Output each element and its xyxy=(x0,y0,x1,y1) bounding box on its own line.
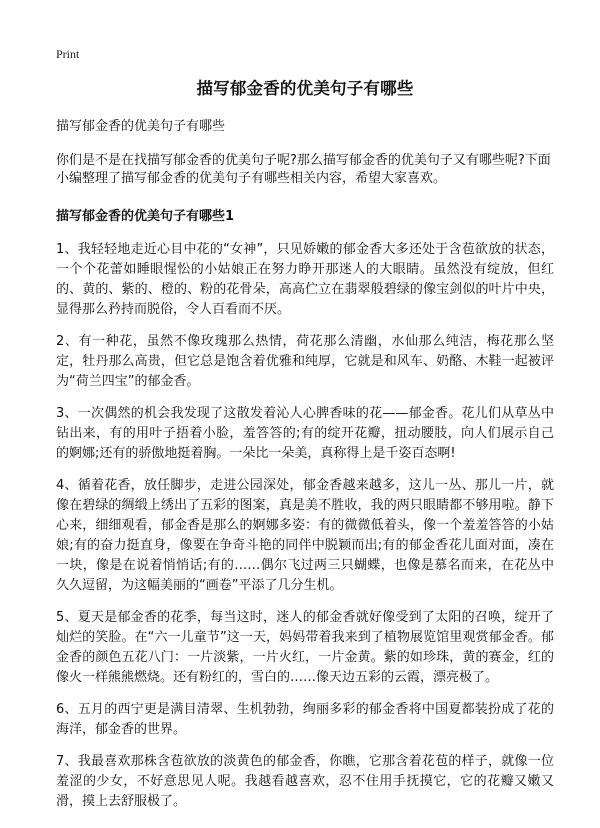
paragraph-1: 1、我轻轻地走近心目中花的“女神”，只见娇嫩的郁金香大多还处于含苞欲放的状态，一个个花蕾如睡眼惺忪的小姑娘正在努力睁开那迷人的大眼睛。虽然没有绽放，但红的、黄的、紫的、橙的、粉的花骨朵，高高伫立在翡翠般碧绿的像宝剑似的叶片中央，显得那么矜持而脱俗，令人百看而不厌。 xyxy=(56,242,554,317)
document-title: 描写郁金香的优美句子有哪些 xyxy=(196,79,414,98)
paragraph-4: 4、循着花香，放任脚步，走进公园深处，郁金香越来越多，这儿一丛、那儿一片，就像在碧绿的绸缎上绣出了五彩的图案，真是美不胜收，我的两只眼睛都不够用啦。静下心来，细细观看，郁金香是那么的婀娜多姿：有的微微低着头，像一个羞羞答答的小姑娘;有的奋力挺直身，像要在争奇斗艳的同伴中脱颖而出;有的郁金香花儿面对面，凑在一块，像是在说着悄悄话;有的……偶尔飞过两三只蝴蝶，也像是慕名而来，在花丛中久久逗留，为这幅美丽的“画卷”平添了几分生机。 xyxy=(56,478,554,593)
paragraph-3: 3、一次偶然的机会我发现了这散发着沁人心脾香味的花——郁金香。花儿们从草丛中钻出来，有的用叶子捂着小脸，羞答答的;有的绽开花瓣，扭动腰肢，向人们展示自己的婀娜;还有的骄傲地挺着胸。一朵比一朵美，真称得上是千姿百态啊! xyxy=(56,406,554,461)
paragraph-7: 7、我最喜欢那株含苞欲放的淡黄色的郁金香，你瞧，它那含着花苞的样子，就像一位羞涩的少女，不好意思见人呢。我越看越喜欢，忍不住用手抚摸它，它的花瓣又嫩又滑，摸上去舒服极了。 xyxy=(56,754,554,809)
section-heading: 描写郁金香的优美句子有哪些1 xyxy=(56,209,235,224)
print-link[interactable]: Print xyxy=(56,47,80,61)
paragraph-2: 2、有一种花，虽然不像玫瑰那么热情，荷花那么清幽，水仙那么纯洁，梅花那么坚定，牡丹那么高贵，但它总是饱含着优雅和纯厚，它就是和风车、奶酪、木鞋一起被评为“荷兰四宝”的郁金香。 xyxy=(56,334,554,389)
paragraph-5: 5、夏天是郁金香的花季，每当这时，迷人的郁金香就好像受到了太阳的召唤，绽开了灿烂的笑脸。在“六一儿童节”这一天，妈妈带着我来到了植物展览馆里观赏郁金香。郁金香的颜色五花八门：一片淡紫，一片火红，一片金黄。紫的如珍珠，黄的赛金，红的像火一样熊熊燃烧。还有粉红的，雪白的……像天边五彩的云霞，漂亮极了。 xyxy=(56,610,554,685)
document-subtitle: 描写郁金香的优美句子有哪些 xyxy=(56,119,226,134)
intro-paragraph: 你们是不是在找描写郁金香的优美句子呢?那么描写郁金香的优美句子又有哪些呢?下面小编整理了描写郁金香的优美句子有哪些相关内容，希望大家喜欢。 xyxy=(56,153,551,186)
paragraph-6: 6、五月的西宁更是满目清翠、生机勃勃，绚丽多彩的郁金香将中国夏都装扮成了花的海洋，郁金香的世界。 xyxy=(56,702,554,737)
